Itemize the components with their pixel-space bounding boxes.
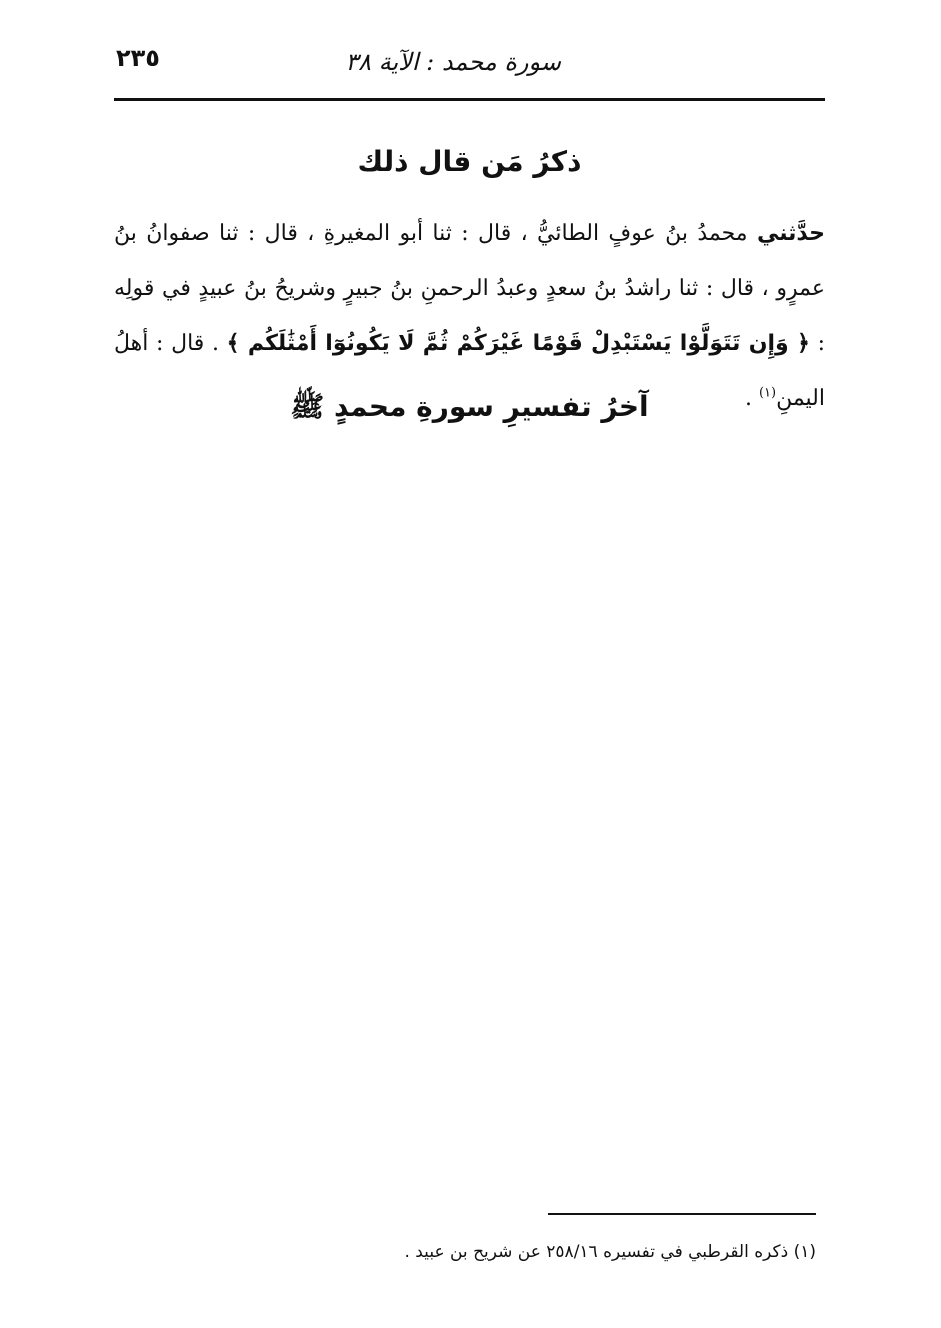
quran-verse: ﴿ وَإِن تَتَوَلَّوْا يَسْتَبْدِلْ قَوْمًا غَيْرَكُمْ ثُمَّ لَا يَكُونُوٓا أَمْثَٰلَكُم ﴾ [226, 331, 810, 356]
footnote-marker: (١) [758, 385, 777, 401]
page-number: ٢٣٥ [116, 44, 160, 72]
narration-opening-word: حدَّثني [756, 221, 825, 246]
hadith-answer: . قال : أهلُ اليمنِ [114, 331, 825, 411]
running-header-title: سورة محمد : الآية ٣٨ [345, 48, 561, 76]
isnad-text: محمدُ بنُ عوفٍ الطائيُّ ، قال : ثنا أبو المغيرةِ ، قال : ثنا صفوانُ بنُ عمرٍو ، قال : ثنا راشدُ بنُ سعدٍ وعبدُ الرحمنِ بنُ جبيرٍ وشريحُ بنُ عبيدٍ في قولِه : [114, 221, 826, 356]
header-divider [114, 98, 825, 101]
footnote-1: (١) ذكره القرطبي في تفسيره ٢٥٨/١٦ عن شريح بن عبيد . [404, 1242, 816, 1262]
footnote-divider [548, 1213, 816, 1215]
closing-heading: آخرُ تفسيرِ سورةِ محمدٍ ﷺ [290, 390, 649, 423]
sentence-end: . [744, 386, 759, 411]
section-heading: ذكرُ مَن قال ذلك [357, 145, 582, 178]
